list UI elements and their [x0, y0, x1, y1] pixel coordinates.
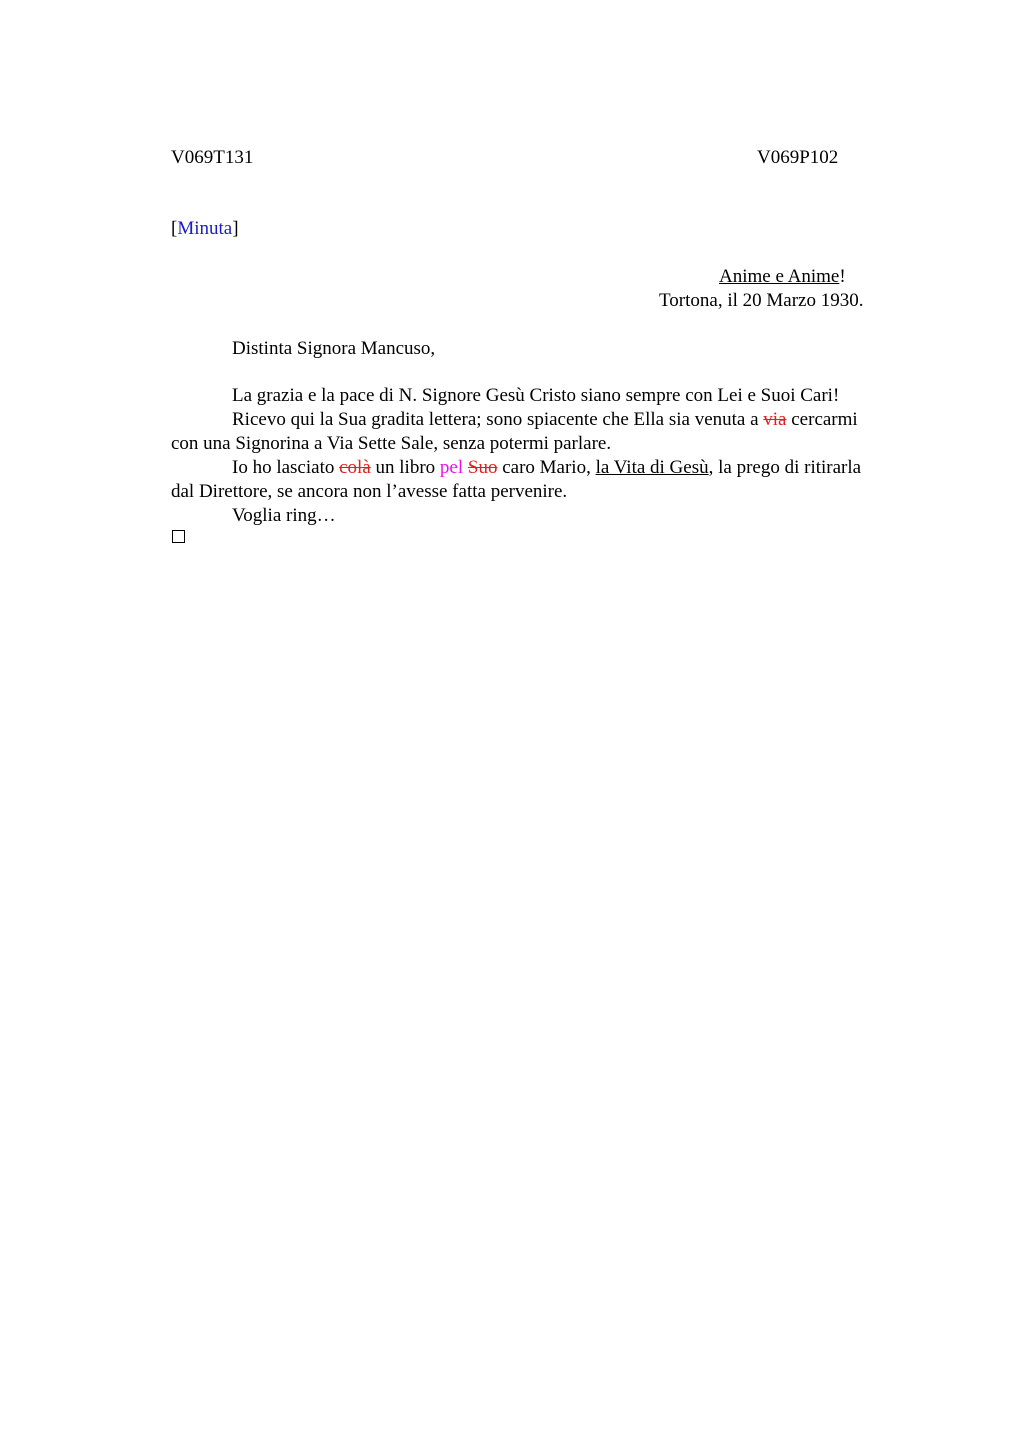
deleted-word: via	[763, 409, 787, 430]
paragraph-2-text: con una Signorina a Via Sette Sale, senza potermi parlare.	[171, 433, 612, 454]
paragraph-3-text: Io ho lasciato	[232, 457, 340, 478]
paragraph-2-text: cercarmi	[786, 409, 858, 430]
paragraph-3	[171, 456, 931, 504]
dateline: Tortona, il 20 Marzo 1930.	[659, 290, 864, 311]
added-word: pel	[439, 457, 464, 478]
motto-punct: !	[839, 266, 846, 287]
book-title: la Vita di Gesù	[595, 457, 709, 478]
paragraph-2	[171, 408, 931, 456]
motto	[719, 265, 846, 289]
draft-label-text: Minuta	[177, 218, 233, 239]
salutation: Distinta Signora Mancuso,	[232, 338, 436, 359]
paragraph-3-text: caro Mario,	[497, 457, 596, 478]
draft-label-open-bracket: [	[171, 218, 178, 239]
paragraph-2-text: Ricevo qui la Sua gradita lettera; sono spiacente che Ella sia venuta a	[232, 409, 764, 430]
paragraph-1: La grazia e la pace di N. Signore Gesù Cristo siano sempre con Lei e Suoi Cari!	[232, 385, 840, 406]
motto-text: Anime e Anime	[719, 266, 840, 287]
archive-code-left: V069T131	[171, 147, 254, 168]
draft-label	[171, 217, 239, 241]
draft-label-close-bracket: ]	[232, 218, 239, 239]
paragraph-3-text: un libro	[370, 457, 440, 478]
paragraph-3-text: , la prego di ritirarla	[708, 457, 862, 478]
deleted-word: colà	[339, 457, 371, 478]
archive-code-right: V069P102	[757, 147, 839, 168]
deleted-word: Suo	[467, 457, 498, 478]
checkbox-icon	[172, 530, 185, 543]
paragraph-4: Voglia ring…	[232, 505, 336, 526]
paragraph-3-text: dal Direttore, se ancora non l’avesse fatta pervenire.	[171, 481, 568, 502]
letter-body	[171, 384, 931, 528]
